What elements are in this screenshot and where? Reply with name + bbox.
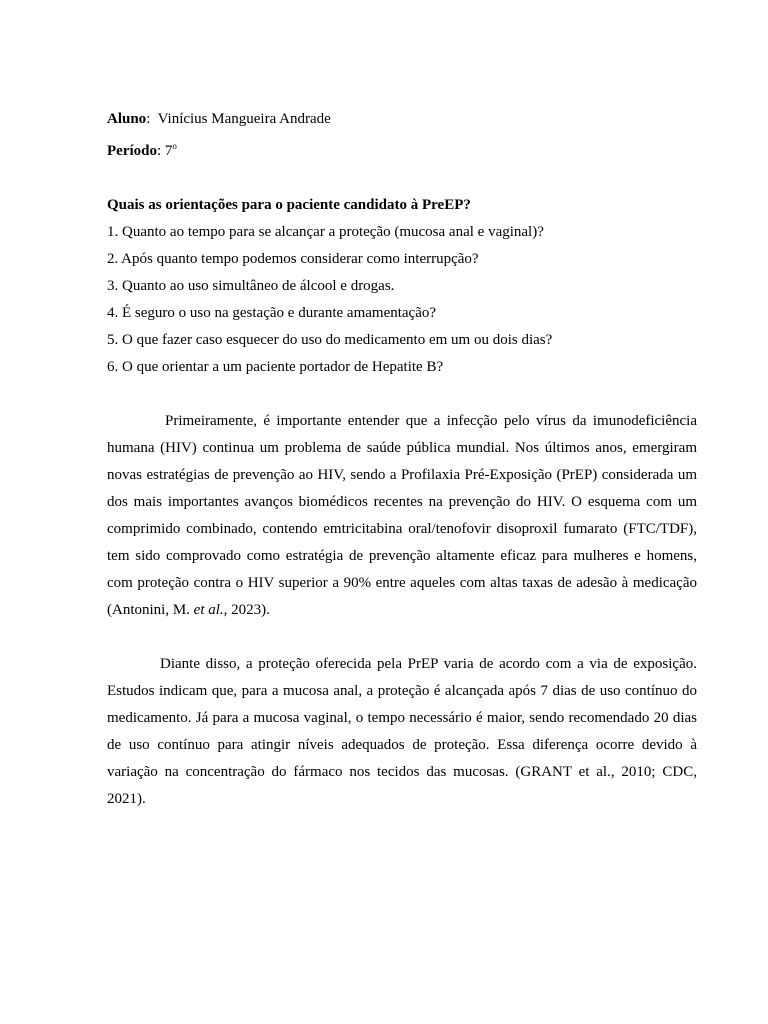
blank-line xyxy=(107,165,697,192)
paragraph-1 xyxy=(107,408,697,624)
question-item-6: 6. O que orientar a um paciente portador de Hepatite B? xyxy=(107,359,444,375)
question-item-4: 4. É seguro o uso na gestação e durante amamentação? xyxy=(107,305,437,321)
period-separator: : xyxy=(157,143,165,159)
paragraph-2: Diante disso, a proteção oferecida pela PrEP varia de acordo com a via de exposição. Estudos indicam que, para a mucosa anal, a proteção é alcançada após 7 dias de uso contínuo do medicamento. Já para a mucosa vaginal, o tempo necessário é maior, sendo recomendado 20 dias de uso contínuo para atingir níveis adequados de proteção. Essa diferença ocorre devido à variação na concentração do fármaco nos tecidos das mucosas. (GRANT et al., 2010; CDC, 2021). xyxy=(107,656,697,807)
question-item-5: 5. O que fazer caso esquecer do uso do medicamento em um ou dois dias? xyxy=(107,332,553,348)
period-line xyxy=(107,133,697,165)
student-label: Aluno xyxy=(107,111,147,127)
document-page xyxy=(107,106,697,813)
question-item-1: 1. Quanto ao tempo para se alcançar a proteção (mucosa anal e vaginal)? xyxy=(107,224,544,240)
student-line xyxy=(107,106,697,133)
period-ordinal-suffix: o xyxy=(172,141,177,151)
period-number: 7 xyxy=(164,143,173,159)
questions-title: Quais as orientações para o paciente candidato à PreEP? xyxy=(107,197,471,213)
student-name: Vinícius Mangueira Andrade xyxy=(157,111,331,127)
period-label: Período xyxy=(107,143,157,159)
blank-line xyxy=(107,381,697,408)
paragraph-1-text: Primeiramente, é importante entender que a infecção pelo vírus da imunodeficiência humana (HIV) continua um problema de saúde pública mundial. Nos últimos anos, emergiram novas estratégias de prevenção ao HIV, sendo a Profilaxia Pré-Exposição (PrEP) considerada um dos mais importantes avanços biomédicos recentes na prevenção do HIV. O esquema com um comprimido combinado, contendo emtricitabina oral/tenofovir disoproxil fumarato (FTC/TDF), tem sido comprovado como estratégia de prevenção altamente eficaz para mulheres e homens, com proteção contra o HIV superior a 90% entre aqueles com altas taxas de adesão à medicação (Antonini, M. xyxy=(107,413,697,618)
student-separator: : xyxy=(146,111,158,127)
paragraph-1-citation-end: , 2023). xyxy=(223,602,270,618)
paragraph-1-etal: et al. xyxy=(193,602,224,618)
blank-line xyxy=(107,624,697,651)
question-item-3: 3. Quanto ao uso simultâneo de álcool e drogas. xyxy=(107,278,395,294)
question-item-2: 2. Após quanto tempo podemos considerar como interrupção? xyxy=(107,251,479,267)
